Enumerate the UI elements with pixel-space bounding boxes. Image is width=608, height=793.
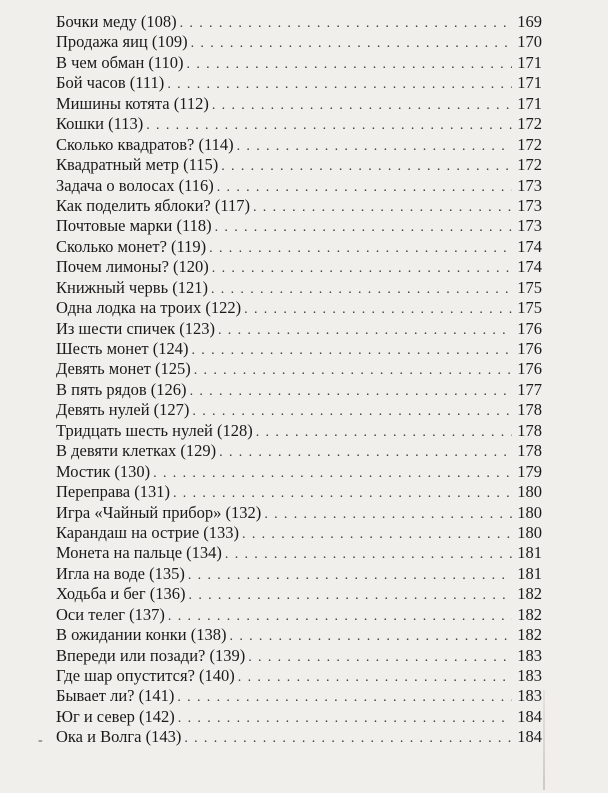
toc-entry-page-number: 176 (517, 359, 542, 379)
dot-leader (190, 382, 512, 402)
dot-leader (180, 14, 512, 34)
toc-entry-page-number: 180 (517, 482, 542, 502)
dot-leader (248, 648, 512, 668)
toc-entry-title: Как поделить яблоки? (117) (56, 195, 250, 215)
toc-entry-title: В пять рядов (126) (56, 379, 187, 399)
toc-entry (56, 359, 542, 379)
toc-entry-page-number: 178 (517, 420, 542, 440)
margin-mark: ‐ (38, 733, 43, 748)
toc-entry (56, 114, 542, 134)
toc-entry (56, 339, 542, 359)
toc-entry-title: Продажа яиц (109) (56, 32, 188, 52)
toc-entry-title: Тридцать шесть нулей (128) (56, 420, 253, 440)
toc-entry (56, 278, 542, 298)
dot-leader (219, 443, 512, 463)
dot-leader (218, 321, 512, 341)
toc-entry-page-number: 170 (517, 32, 542, 52)
toc-entry (56, 523, 542, 543)
toc-entry (56, 73, 542, 93)
toc-entry-page-number: 182 (517, 584, 542, 604)
dot-leader (212, 96, 512, 116)
dot-leader (191, 341, 512, 361)
dot-leader (215, 218, 512, 238)
toc-entry-page-number: 183 (517, 686, 542, 706)
dot-leader (212, 259, 512, 279)
toc-entry-page-number: 171 (517, 93, 542, 113)
toc-entry-title: Девять нулей (127) (56, 400, 190, 420)
toc-entry (56, 482, 542, 502)
toc-entry (56, 686, 542, 706)
toc-entry (56, 727, 542, 747)
toc-entry (56, 32, 542, 52)
dot-leader (177, 688, 512, 708)
toc-entry-page-number: 175 (517, 277, 542, 297)
toc-entry-title: Кошки (113) (56, 114, 144, 134)
toc-entry-page-number: 176 (517, 318, 542, 338)
toc-entry-page-number: 174 (517, 236, 542, 256)
toc-entry-title: Из шести спичек (123) (56, 318, 215, 338)
toc-entry-title: Сколько монет? (119) (56, 236, 207, 256)
toc-entry (56, 319, 542, 339)
table-of-contents (56, 12, 542, 748)
toc-entry-page-number: 172 (517, 155, 542, 175)
toc-entry-page-number: 179 (517, 461, 542, 481)
toc-entry-title: Сколько квадратов? (114) (56, 134, 234, 154)
toc-entry-page-number: 178 (517, 400, 542, 420)
toc-entry-title: Бывает ли? (141) (56, 686, 175, 706)
dot-leader (242, 525, 512, 545)
toc-entry-title: Где шар опустится? (140) (56, 666, 235, 685)
dot-leader (191, 34, 512, 54)
toc-entry (56, 625, 542, 645)
toc-entry-title: Оси телег (137) (56, 604, 165, 624)
dot-leader (194, 361, 512, 381)
toc-entry (56, 707, 542, 727)
dot-leader (188, 566, 512, 586)
toc-entry-page-number: 177 (517, 379, 542, 399)
toc-entry (56, 216, 542, 236)
dot-leader (184, 729, 512, 749)
toc-entry (56, 543, 542, 563)
toc-entry (56, 298, 542, 318)
toc-entry-title: В ожидании конки (138) (56, 625, 227, 645)
toc-entry (56, 441, 542, 461)
toc-entry-title: Бой часов (111) (56, 73, 165, 93)
toc-entry-title: Почем лимоны? (120) (56, 257, 209, 277)
dot-leader (256, 423, 512, 443)
toc-entry-title: Задача о волосах (116) (56, 175, 214, 195)
toc-entry-page-number: 184 (517, 706, 542, 726)
toc-entry-title: Ока и Волга (143) (56, 727, 182, 747)
dot-leader (153, 464, 512, 484)
toc-entry (56, 176, 542, 196)
toc-entry-title: Мостик (130) (56, 461, 151, 481)
toc-entry (56, 155, 542, 175)
dot-leader (225, 545, 512, 565)
toc-entry-page-number: 181 (517, 543, 542, 563)
toc-entry-title: Почтовые марки (118) (56, 216, 212, 236)
toc-entry-title: Юг и север (142) (56, 706, 175, 726)
toc-entry-page-number: 172 (517, 134, 542, 154)
dot-leader (189, 586, 512, 606)
dot-leader (238, 668, 512, 688)
toc-entry-title: В чем обман (110) (56, 52, 184, 72)
dot-leader (211, 280, 512, 300)
toc-entry-page-number: 172 (517, 114, 542, 134)
toc-entry (56, 380, 542, 400)
toc-entry (56, 503, 542, 523)
toc-entry-page-number: 180 (517, 502, 542, 522)
toc-entry (56, 237, 542, 257)
dot-leader (217, 178, 512, 198)
dot-leader (173, 484, 512, 504)
toc-entry (56, 421, 542, 441)
toc-entry-title: Книжный червь (121) (56, 277, 208, 297)
toc-entry-title: Карандаш на острие (133) (56, 522, 240, 542)
toc-entry-title: Одна лодка на троих (122) (56, 298, 242, 318)
toc-entry-title: В девяти клетках (129) (56, 441, 217, 461)
dot-leader (168, 607, 512, 627)
toc-entry-title: Игла на воде (135) (56, 563, 185, 583)
toc-entry-page-number: 181 (517, 563, 542, 583)
toc-entry (56, 646, 542, 666)
toc-entry-title: Ходьба и бег (136) (56, 584, 186, 604)
toc-entry-title: Мишины котята (112) (56, 93, 209, 113)
toc-entry (56, 584, 542, 604)
dot-leader (192, 402, 512, 422)
toc-entry (56, 53, 542, 73)
toc-entry (56, 135, 542, 155)
toc-entry (56, 257, 542, 277)
dot-leader (146, 116, 512, 136)
toc-entry (56, 94, 542, 114)
toc-entry-page-number: 178 (517, 441, 542, 461)
toc-entry-page-number: 173 (517, 195, 542, 215)
dot-leader (230, 627, 512, 647)
toc-entry (56, 564, 542, 584)
dot-leader (187, 55, 512, 75)
toc-entry-title: Переправа (131) (56, 482, 170, 502)
toc-entry (56, 12, 542, 32)
toc-entry-page-number: 171 (517, 73, 542, 93)
toc-entry-page-number: 182 (517, 625, 542, 645)
toc-entry (56, 462, 542, 482)
toc-entry-page-number: 173 (517, 175, 542, 195)
toc-entry-title: Монета на пальце (134) (56, 543, 222, 563)
toc-entry-page-number: 183 (517, 666, 542, 685)
toc-entry-page-number: 169 (517, 12, 542, 31)
dot-leader (264, 505, 512, 525)
toc-entry (56, 400, 542, 420)
dot-leader (237, 137, 512, 157)
dot-leader (178, 709, 512, 729)
toc-entry-page-number: 174 (517, 257, 542, 277)
dot-leader (244, 300, 512, 320)
toc-entry (56, 666, 542, 686)
toc-entry-page-number: 180 (517, 522, 542, 542)
page-edge-shadow (543, 690, 545, 790)
toc-entry-page-number: 176 (517, 339, 542, 358)
toc-entry (56, 196, 542, 216)
toc-entry-title: Впереди или позади? (139) (56, 645, 246, 665)
dot-leader (209, 239, 512, 259)
toc-entry-page-number: 175 (517, 298, 542, 318)
dot-leader (253, 198, 512, 218)
toc-entry-page-number: 171 (517, 52, 542, 72)
dot-leader (221, 157, 512, 177)
toc-entry-page-number: 182 (517, 604, 542, 624)
toc-entry (56, 605, 542, 625)
toc-entry-page-number: 183 (517, 645, 542, 665)
dot-leader (167, 75, 512, 95)
toc-entry-title: Игра «Чайный прибор» (132) (56, 502, 262, 522)
toc-entry-title: Квадратный метр (115) (56, 155, 219, 175)
toc-entry-title: Шесть монет (124) (56, 339, 189, 358)
toc-entry-page-number: 184 (517, 727, 542, 747)
toc-entry-page-number: 173 (517, 216, 542, 236)
toc-entry-title: Девять монет (125) (56, 359, 191, 379)
toc-entry-title: Бочки меду (108) (56, 12, 177, 31)
